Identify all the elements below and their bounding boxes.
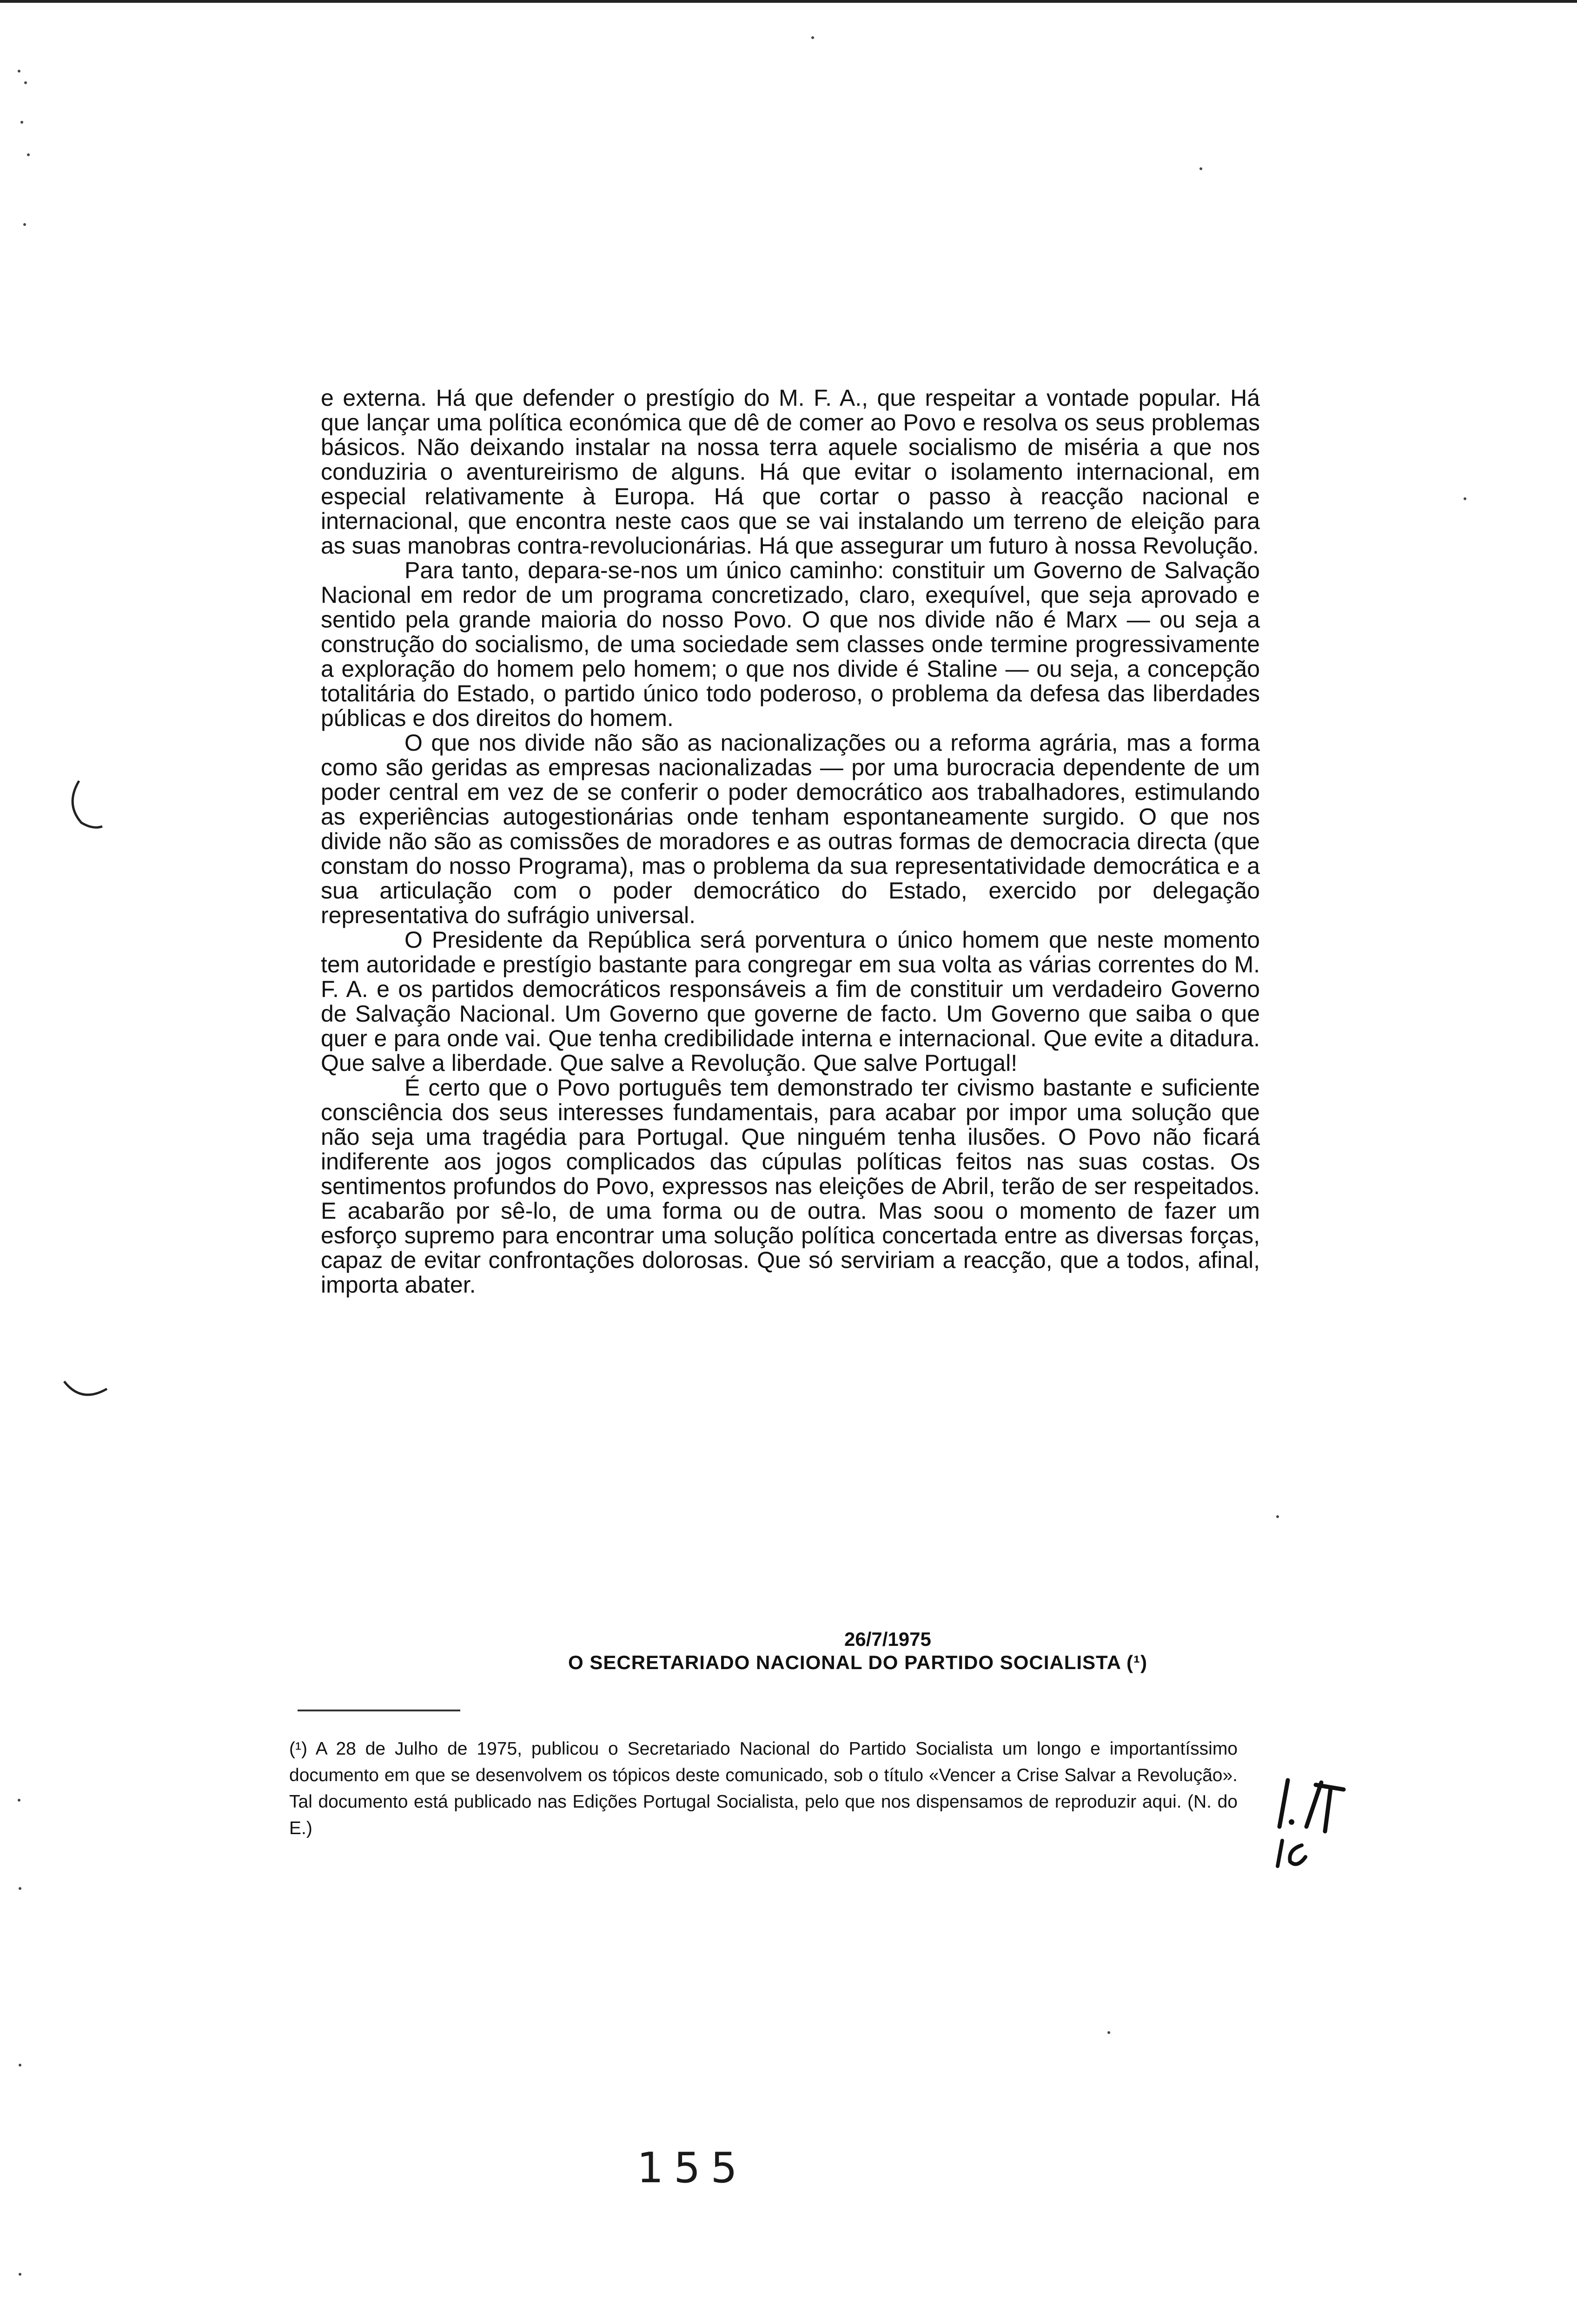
paragraph: O que nos divide não são as nacionalizações ou a reforma agrária, mas a forma como são geridas as empresas nacionalizadas — por uma burocracia dependente de um poder central em vez de se conferir o poder democrático aos trabalhadores, estimulando as experiências autogestionárias onde tenham espontaneamente surgido. O que nos divide não são as comissões de moradores e as outras formas de democracia directa (que constam do nosso Programa), mas o problema da sua representatividade democrática e a sua articulação com o poder democrático do Estado, exercido por delegação representativa do sufrágio universal. (321, 730, 1260, 928)
scan-speck (23, 223, 26, 226)
document-date: 26/7/1975 (844, 1628, 931, 1650)
punch-hole-mark (60, 1376, 112, 1413)
scan-speck (811, 36, 814, 39)
footnote-divider (298, 1710, 460, 1711)
scan-speck (1464, 497, 1466, 500)
handwritten-margin-note (1269, 1771, 1348, 1868)
paragraph: É certo que o Povo português tem demonstrado ter civismo bastante e suficiente consciência dos seus interesses fundamentais, para acabar por impor uma solução que não seja uma tragédia para Portugal. Que ninguém tenha ilusões. O Povo não ficará indiferente aos jogos complicados das cúpulas políticas feitos nas suas costas. Os sentimentos profundos do Povo, expressos nas eleições de Abril, terão de ser respeitados. E acabarão por sê-lo, de uma forma ou de outra. Mas soou o momento de fazer um esforço supremo para encontrar uma solução política concertada entre as diversas forças, capaz de evitar confrontações dolorosas. Que só serviriam a reacção, que a todos, afinal, importa abater. (321, 1075, 1260, 1298)
scan-speck (18, 70, 20, 73)
scan-speck (20, 121, 23, 124)
scan-speck (1276, 1515, 1279, 1518)
scan-speck (1199, 167, 1202, 170)
scan-speck (27, 153, 30, 156)
paragraph: e externa. Há que defender o prestígio do M. F. A., que respeitar a vontade popular. Há que lançar uma política económica que dê de comer ao Povo e resolva os seus problemas básicos. Não deixando instalar na nossa terra aquele socialismo de miséria a que nos conduziria o aventureirismo de alguns. Há que evitar o isolamento internacional, em especial relativamente à Europa. Há que cortar o passo à reacção nacional e internacional, que encontra neste caos que se vai instalando um terreno de eleição para as suas manobras contra-revolucionárias. Há que assegurar um futuro à nossa Revolução. (321, 385, 1260, 559)
scan-speck (18, 1799, 20, 1802)
scan-speck (19, 2273, 21, 2276)
footnote: (¹) A 28 de Julho de 1975, publicou o Secretariado Nacional do Partido Socialista um longo e importantíssimo documento em que se desenvolvem os tópicos deste comunicado, sob o título «Vencer a Crise Salvar a Revolução». Tal documento está publicado nas Edições Portugal Socialista, pelo que nos dispensamos de reproduzir aqui. (N. do E.) (289, 1739, 1238, 1838)
scan-speck (19, 2064, 21, 2067)
document-body (321, 386, 1260, 1297)
document-signature: O SECRETARIADO NACIONAL DO PARTIDO SOCIALISTA (¹) (568, 1651, 1147, 1673)
top-edge-line (0, 0, 1577, 3)
scan-speck (19, 1887, 21, 1890)
scan-speck (1107, 2031, 1110, 2034)
paragraph: O Presidente da República será porventura o único homem que neste momento tem autoridade e prestígio bastante para congregar em sua volta as várias correntes do M. F. A. e os partidos democráticos responsáveis a fim de constituir um verdadeiro Governo de Salvação Nacional. Um Governo que governe de facto. Um Governo que saiba o que quer e para onde vai. Que tenha credibilidade interna e internacional. Que evite a ditadura. Que salve a liberdade. Que salve a Revolução. Que salve Portugal! (321, 927, 1260, 1076)
scan-speck (24, 81, 27, 84)
handwritten-page-number: 155 (637, 2144, 748, 2192)
punch-hole-mark (56, 776, 107, 837)
paragraph: Para tanto, depara-se-nos um único caminho: constituir um Governo de Salvação Nacional em redor de um programa concretizado, claro, exequível, que seja aprovado e sentido pela grande maioria do nosso Povo. O que nos divide não é Marx — ou seja a construção do socialismo, de uma sociedade sem classes onde termine progressivamente a exploração do homem pelo homem; o que nos divide é Staline — ou seja, a concepção totalitária do Estado, o partido único todo poderoso, o problema da defesa das liberdades públicas e dos direitos do homem. (321, 557, 1260, 731)
